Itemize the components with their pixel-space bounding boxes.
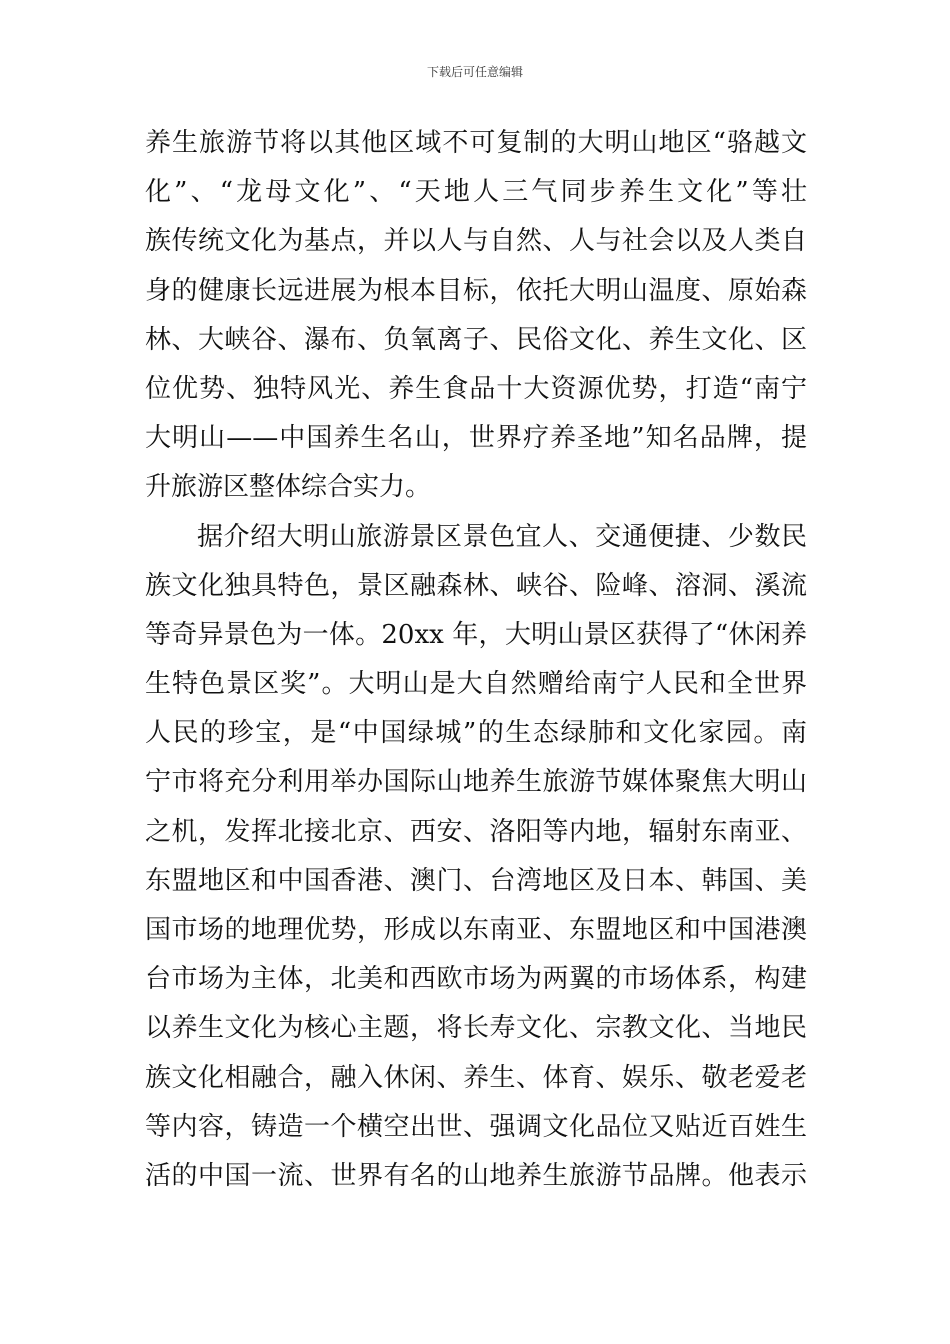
text-line: 之机，发挥北接北京、西安、洛阳等内地，辐射东南亚、 — [145, 816, 807, 847]
text-line: 东盟地区和中国香港、澳门、台湾地区及日本、韩国、美 — [145, 865, 807, 896]
text-line: 等内容，铸造一个横空出世、强调文化品位又贴近百姓生 — [145, 1111, 807, 1142]
text-line: 人民的珍宝，是“中国绿城”的生态绿肺和文化家园。南 — [145, 718, 807, 749]
text-line: 位优势、独特风光、养生食品十大资源优势，打造“南宁 — [145, 373, 807, 404]
text-line: 等奇异景色为一体。20xx 年，大明山景区获得了“休闲养 — [145, 619, 807, 650]
paragraph-1 — [145, 119, 807, 513]
text-line: 生特色景区奖”。大明山是大自然赠给南宁人民和全世界 — [145, 669, 807, 700]
text-line: 化”、“龙母文化”、“天地人三气同步养生文化”等壮 — [145, 177, 807, 208]
text-line: 国市场的地理优势，形成以东南亚、东盟地区和中国港澳 — [145, 915, 807, 945]
text-line: 台市场为主体，北美和西欧市场为两翼的市场体系，构建 — [145, 964, 807, 995]
document-body — [145, 119, 807, 1201]
text-line: 族文化独具特色，景区融森林、峡谷、险峰、溶洞、溪流 — [145, 570, 807, 601]
text-line: 大明山——中国养生名山，世界疗养圣地”知名品牌，提 — [145, 423, 807, 454]
text-line: 活的中国一流、世界有名的山地养生旅游节品牌。他表示 — [145, 1160, 807, 1191]
text-line: 身的健康长远进展为根本目标，依托大明山温度、原始森 — [145, 275, 807, 306]
text-line: 以养生文化为核心主题，将长寿文化、宗教文化、当地民 — [145, 1013, 807, 1044]
text-line: 升旅游区整体综合实力。 — [145, 472, 432, 503]
text-line: 林、大峡谷、瀑布、负氧离子、民俗文化、养生文化、区 — [145, 324, 807, 355]
text-line: 宁市将充分利用举办国际山地养生旅游节媒体聚焦大明山 — [145, 767, 807, 798]
text-line: 族传统文化为基点，并以人与自然、人与社会以及人类自 — [145, 226, 807, 257]
text-line: 养生旅游节将以其他区域不可复制的大明山地区“骆越文 — [145, 128, 807, 158]
text-line: 据介绍大明山旅游景区景色宜人、交通便捷、少数民 — [197, 521, 807, 552]
text-line: 族文化相融合，融入休闲、养生、体育、娱乐、敬老爱老 — [145, 1062, 807, 1093]
page-header: 下载后可任意编辑 — [426, 65, 523, 79]
paragraph-2 — [145, 513, 807, 1202]
